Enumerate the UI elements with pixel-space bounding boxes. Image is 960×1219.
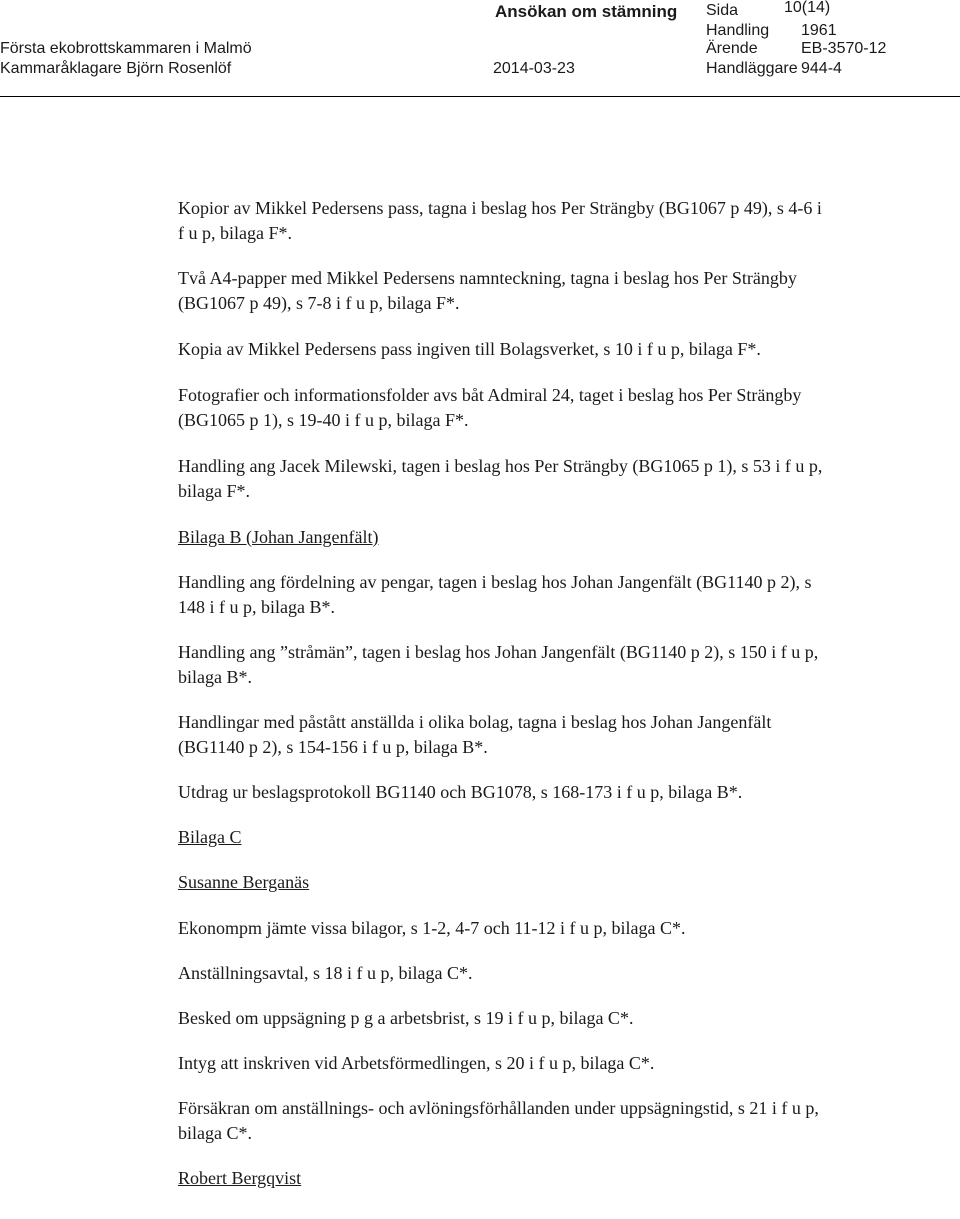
- section-heading-bilaga-c: Bilaga C: [178, 827, 242, 847]
- prosecutor-name: Kammaråklagare Björn Rosenlöf: [0, 60, 232, 77]
- page-number: 10(14): [784, 0, 831, 16]
- organization-name: Första ekobrottskammaren i Malmö: [0, 40, 252, 57]
- person-heading-robert-bergqvist: Robert Bergqvist: [178, 1168, 302, 1188]
- list-item: Handling ang ”stråmän”, tagen i beslag hos Johan Jangenfält (BG1140 p 2), s 150 i f u p, bilaga B*.: [178, 642, 819, 687]
- handling-number: 1961: [801, 22, 837, 39]
- header-divider: [0, 96, 960, 97]
- list-item: Intyg att inskriven vid Arbetsförmedlingen, s 20 i f u p, bilaga C*.: [178, 1053, 655, 1073]
- document-date: 2014-03-23: [493, 60, 575, 77]
- list-item: Utdrag ur beslagsprotokoll BG1140 och BG1078, s 168-173 i f u p, bilaga B*.: [178, 782, 743, 802]
- page-label: Sida: [706, 2, 739, 19]
- list-item: Handling ang fördelning av pengar, tagen i beslag hos Johan Jangenfält (BG1140 p 2), s 148 i f u p, bilaga B*.: [178, 572, 812, 617]
- list-item: Fotografier och informationsfolder avs båt Admiral 24, taget i beslag hos Per Strängby (BG1065 p 1), s 19-40 i f u p, bilaga F*.: [178, 385, 802, 430]
- list-item: Besked om uppsägning p g a arbetsbrist, s 19 i f u p, bilaga C*.: [178, 1008, 634, 1028]
- section-heading-bilaga-b: Bilaga B (Johan Jangenfält): [178, 527, 379, 547]
- officer-label: Handläggare: [706, 60, 798, 77]
- person-heading-susanne-berganas: Susanne Berganäs: [178, 872, 310, 892]
- list-item: Försäkran om anställnings- och avlöningsförhållanden under uppsägningstid, s 21 i f u p, bilaga C*.: [178, 1098, 819, 1143]
- list-item: Två A4-papper med Mikkel Pedersens namnteckning, tagna i beslag hos Per Strängby (BG1067 p 49), s 7-8 i f u p, bilaga F*.: [178, 268, 797, 313]
- handling-label: Handling: [706, 22, 770, 39]
- document-title: Ansökan om stämning: [495, 2, 678, 21]
- officer-number: 944-4: [801, 60, 842, 77]
- list-item: Kopia av Mikkel Pedersens pass ingiven till Bolagsverket, s 10 i f u p, bilaga F*.: [178, 339, 761, 359]
- case-label: Ärende: [706, 40, 758, 57]
- list-item: Handlingar med påstått anställda i olika bolag, tagna i beslag hos Johan Jangenfält (BG1140 p 2), s 154-156 i f u p, bilaga B*.: [178, 712, 772, 757]
- document-body: [178, 196, 828, 1191]
- list-item: Kopior av Mikkel Pedersens pass, tagna i beslag hos Per Strängby (BG1067 p 49), s 4-6 i f u p, bilaga F*.: [178, 198, 822, 243]
- list-item: Ekonompm jämte vissa bilagor, s 1-2, 4-7 och 11-12 i f u p, bilaga C*.: [178, 918, 686, 938]
- list-item: Handling ang Jacek Milewski, tagen i beslag hos Per Strängby (BG1065 p 1), s 53 i f u p, bilaga F*.: [178, 456, 823, 501]
- case-number: EB-3570-12: [801, 40, 887, 57]
- list-item: Anställningsavtal, s 18 i f u p, bilaga C*.: [178, 963, 473, 983]
